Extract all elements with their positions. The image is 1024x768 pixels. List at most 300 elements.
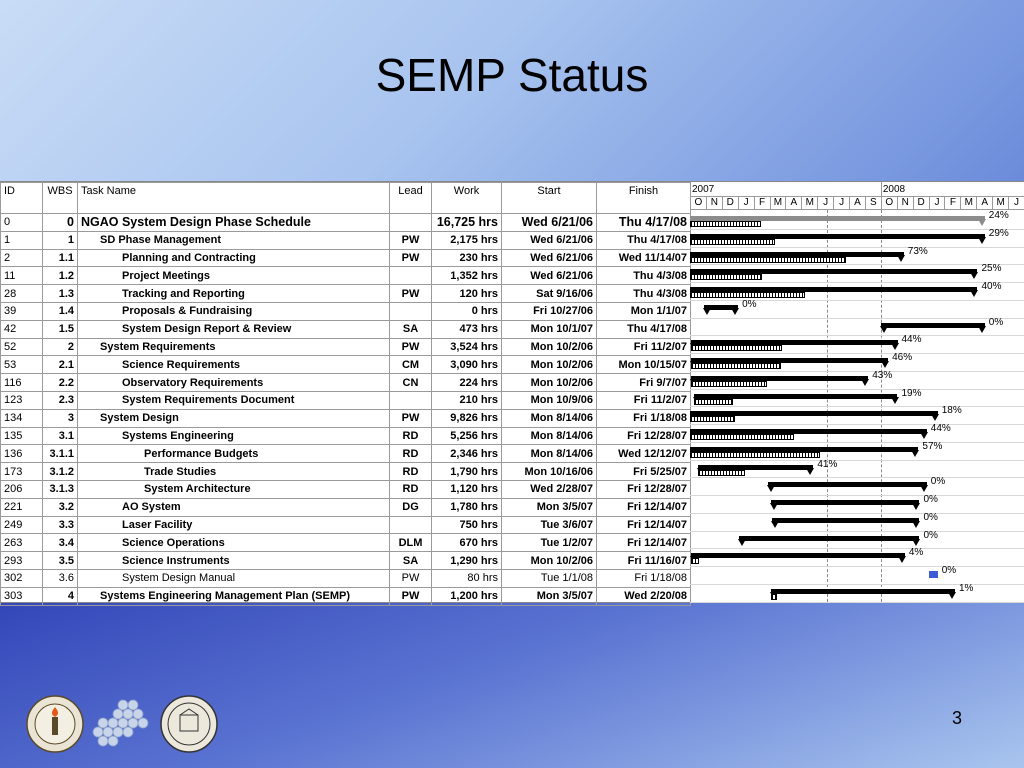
table-row[interactable] xyxy=(1,374,691,392)
lead-cell: SA xyxy=(390,320,432,338)
gantt-bar-end-cap xyxy=(912,539,920,546)
uc-seal-icon xyxy=(160,695,218,753)
work-cell: 2,175 hrs xyxy=(432,231,502,249)
start-date-cell: Tue 1/1/08 xyxy=(502,569,597,587)
task-id-cell: 263 xyxy=(1,534,43,552)
work-cell: 3,090 hrs xyxy=(432,356,502,374)
gantt-percent-label: 0% xyxy=(923,511,938,523)
hexagon-mirror-icon xyxy=(88,695,158,753)
work-cell: 120 hrs xyxy=(432,285,502,303)
gantt-bar-start-cap xyxy=(703,308,711,315)
task-name-cell: Proposals & Fundraising xyxy=(78,302,390,320)
table-row[interactable] xyxy=(1,552,691,570)
wbs-cell: 2.3 xyxy=(43,391,78,409)
gantt-year-label: 2008 xyxy=(882,184,906,195)
lead-cell: RD xyxy=(390,480,432,498)
gantt-percent-label: 57% xyxy=(922,440,943,452)
gantt-percent-label: 44% xyxy=(901,334,922,346)
table-row[interactable] xyxy=(1,338,691,356)
wbs-cell: 2 xyxy=(43,338,78,356)
finish-date-cell: Thu 4/17/08 xyxy=(597,214,691,232)
gantt-month-label: D xyxy=(913,196,929,210)
finish-date-cell: Thu 4/3/08 xyxy=(597,285,691,303)
table-row[interactable] xyxy=(1,267,691,285)
work-cell: 473 hrs xyxy=(432,320,502,338)
table-row[interactable] xyxy=(1,285,691,303)
header-lead[interactable]: Lead xyxy=(390,183,432,214)
task-name-cell: System Design Report & Review xyxy=(78,320,390,338)
finish-date-cell: Mon 10/15/07 xyxy=(597,356,691,374)
work-cell: 3,524 hrs xyxy=(432,338,502,356)
task-id-cell: 28 xyxy=(1,285,43,303)
start-date-cell: Wed 6/21/06 xyxy=(502,231,597,249)
finish-date-cell: Fri 11/16/07 xyxy=(597,552,691,570)
task-name-cell: Science Requirements xyxy=(78,356,390,374)
task-id-cell: 134 xyxy=(1,409,43,427)
gantt-bar-end-cap xyxy=(920,485,928,492)
gantt-bar-start-cap xyxy=(770,503,778,510)
gantt-progress-bar xyxy=(771,594,777,600)
gantt-bar[interactable] xyxy=(771,500,919,505)
gantt-percent-label: 0% xyxy=(742,298,757,310)
finish-date-cell: Fri 11/2/07 xyxy=(597,391,691,409)
table-row[interactable] xyxy=(1,516,691,534)
lead-cell: DG xyxy=(390,498,432,516)
gantt-percent-label: 25% xyxy=(981,263,1002,275)
start-date-cell: Mon 10/16/06 xyxy=(502,463,597,481)
gantt-row-separator xyxy=(690,495,1024,496)
task-name-cell: Tracking and Reporting xyxy=(78,285,390,303)
gantt-row-separator xyxy=(690,389,1024,390)
gantt-row-separator xyxy=(690,353,1024,354)
task-id-cell: 42 xyxy=(1,320,43,338)
work-cell: 210 hrs xyxy=(432,391,502,409)
wbs-cell: 0 xyxy=(43,214,78,232)
caltech-seal-icon xyxy=(26,695,84,753)
gantt-month-label: O xyxy=(690,196,706,210)
gantt-bar-end-cap xyxy=(911,450,919,457)
gantt-month-label: A xyxy=(849,196,865,210)
task-table-body xyxy=(1,214,691,606)
gantt-bar-start-cap xyxy=(767,485,775,492)
work-cell: 1,200 hrs xyxy=(432,587,502,605)
task-id-cell: 2 xyxy=(1,249,43,267)
gantt-month-label: F xyxy=(944,196,960,210)
gantt-row-separator xyxy=(690,282,1024,283)
lead-cell: PW xyxy=(390,285,432,303)
gantt-bar-end-cap xyxy=(898,556,906,563)
gantt-bar[interactable] xyxy=(691,553,905,558)
table-row[interactable] xyxy=(1,356,691,374)
lead-cell: SA xyxy=(390,552,432,570)
wbs-cell: 1.5 xyxy=(43,320,78,338)
gantt-row-separator xyxy=(690,335,1024,336)
task-id-cell: 173 xyxy=(1,463,43,481)
task-id-cell: 221 xyxy=(1,498,43,516)
work-cell: 1,790 hrs xyxy=(432,463,502,481)
finish-date-cell: Fri 5/25/07 xyxy=(597,463,691,481)
gantt-percent-label: 0% xyxy=(923,529,938,541)
task-id-cell: 293 xyxy=(1,552,43,570)
gantt-bar[interactable] xyxy=(739,536,920,541)
work-cell: 5,256 hrs xyxy=(432,427,502,445)
task-name-cell: SD Phase Management xyxy=(78,231,390,249)
lead-cell xyxy=(390,516,432,534)
work-cell: 9,826 hrs xyxy=(432,409,502,427)
finish-date-cell: Thu 4/3/08 xyxy=(597,267,691,285)
lead-cell: PW xyxy=(390,587,432,605)
task-id-cell: 52 xyxy=(1,338,43,356)
slide-title: SEMP Status xyxy=(375,49,649,101)
gantt-month-label: M xyxy=(960,196,976,210)
lead-cell xyxy=(390,267,432,285)
finish-date-cell: Fri 1/18/08 xyxy=(597,569,691,587)
wbs-cell: 1.4 xyxy=(43,302,78,320)
wbs-cell: 3.1.3 xyxy=(43,480,78,498)
task-id-cell: 123 xyxy=(1,391,43,409)
gantt-percent-label: 0% xyxy=(923,494,938,505)
gantt-progress-bar xyxy=(691,381,767,387)
table-row[interactable] xyxy=(1,587,691,605)
gantt-row-separator xyxy=(690,477,1024,478)
task-id-cell: 302 xyxy=(1,569,43,587)
header-work[interactable]: Work xyxy=(432,183,502,214)
work-cell: 80 hrs xyxy=(432,569,502,587)
task-id-cell: 303 xyxy=(1,587,43,605)
gantt-bar[interactable] xyxy=(772,518,920,523)
gantt-percent-label: 0% xyxy=(941,565,957,576)
finish-date-cell: Fri 12/14/07 xyxy=(597,534,691,552)
table-row[interactable] xyxy=(1,498,691,516)
gantt-month-label: N xyxy=(706,196,722,210)
lead-cell: RD xyxy=(390,445,432,463)
work-cell: 230 hrs xyxy=(432,249,502,267)
gantt-month-label: A xyxy=(976,196,992,210)
gantt-bar[interactable] xyxy=(768,482,926,487)
table-row[interactable] xyxy=(1,409,691,427)
start-date-cell: Mon 10/9/06 xyxy=(502,391,597,409)
lead-cell: DLM xyxy=(390,534,432,552)
lead-cell xyxy=(390,214,432,232)
gantt-month-label: A xyxy=(785,196,801,210)
lead-cell xyxy=(390,302,432,320)
header-finish[interactable]: Finish xyxy=(597,183,691,214)
gantt-bar-end-cap xyxy=(978,219,986,226)
wbs-cell: 3.3 xyxy=(43,516,78,534)
task-id-cell: 53 xyxy=(1,356,43,374)
gantt-percent-label: 44% xyxy=(930,423,951,434)
gantt-row-separator xyxy=(690,531,1024,532)
gantt-progress-bar xyxy=(690,416,735,422)
table-row[interactable] xyxy=(1,534,691,552)
wbs-cell: 1.2 xyxy=(43,267,78,285)
start-date-cell: Mon 10/2/06 xyxy=(502,374,597,392)
gantt-month-label: N xyxy=(897,196,913,210)
wbs-cell: 1 xyxy=(43,231,78,249)
start-date-cell: Mon 10/2/06 xyxy=(502,338,597,356)
gantt-bar-start-cap xyxy=(738,539,746,546)
wbs-cell: 2.1 xyxy=(43,356,78,374)
start-date-cell: Tue 1/2/07 xyxy=(502,534,597,552)
start-date-cell: Tue 3/6/07 xyxy=(502,516,597,534)
gantt-progress-bar xyxy=(691,558,700,564)
start-date-cell: Mon 10/2/06 xyxy=(502,356,597,374)
table-row[interactable] xyxy=(1,569,691,587)
work-cell: 750 hrs xyxy=(432,516,502,534)
wbs-cell: 3.6 xyxy=(43,569,78,587)
gantt-chart xyxy=(690,182,1024,602)
gantt-percent-label: 29% xyxy=(988,227,1009,239)
gantt-row-separator xyxy=(690,300,1024,301)
task-name-cell: System Architecture xyxy=(78,480,390,498)
task-name-cell: AO System xyxy=(78,498,390,516)
gantt-row-separator xyxy=(690,602,1024,603)
start-date-cell: Mon 10/2/06 xyxy=(502,552,597,570)
gantt-percent-label: 0% xyxy=(988,316,1004,328)
gantt-bar-end-cap xyxy=(978,326,986,333)
task-table xyxy=(0,182,691,606)
gantt-progress-bar xyxy=(690,221,761,227)
start-date-cell: Wed 6/21/06 xyxy=(502,267,597,285)
gantt-percent-label: 24% xyxy=(988,210,1009,221)
gantt-month-label: M xyxy=(770,196,786,210)
task-id-cell: 116 xyxy=(1,374,43,392)
gantt-bar-start-cap xyxy=(880,326,888,333)
lead-cell: RD xyxy=(390,463,432,481)
start-date-cell: Fri 10/27/06 xyxy=(502,302,597,320)
finish-date-cell: Thu 4/17/08 xyxy=(597,231,691,249)
lead-cell: PW xyxy=(390,249,432,267)
task-id-cell: 11 xyxy=(1,267,43,285)
gantt-percent-label: 46% xyxy=(892,352,913,363)
task-name-cell: Systems Engineering xyxy=(78,427,390,445)
gantt-row-separator xyxy=(690,247,1024,248)
gantt-bar-end-cap xyxy=(731,308,739,315)
gantt-row-separator xyxy=(690,513,1024,514)
gantt-percent-label: 40% xyxy=(981,281,1002,292)
wbs-cell: 4 xyxy=(43,587,78,605)
task-name-cell: Project Meetings xyxy=(78,267,390,285)
work-cell: 224 hrs xyxy=(432,374,502,392)
task-name-cell: Science Instruments xyxy=(78,552,390,570)
work-cell: 1,780 hrs xyxy=(432,498,502,516)
task-id-cell: 136 xyxy=(1,445,43,463)
finish-date-cell: Fri 1/18/08 xyxy=(597,409,691,427)
gantt-bar[interactable] xyxy=(771,589,955,594)
gantt-bar-end-cap xyxy=(912,503,920,510)
wbs-cell: 3.2 xyxy=(43,498,78,516)
wbs-cell: 1.3 xyxy=(43,285,78,303)
gantt-table-panel xyxy=(0,181,1024,603)
work-cell: 1,290 hrs xyxy=(432,552,502,570)
start-date-cell: Mon 3/5/07 xyxy=(502,498,597,516)
lead-cell: CN xyxy=(390,374,432,392)
table-row[interactable] xyxy=(1,463,691,481)
task-id-cell: 39 xyxy=(1,302,43,320)
start-date-cell: Wed 6/21/06 xyxy=(502,249,597,267)
gantt-percent-label: 4% xyxy=(908,547,924,559)
gantt-bar-end-cap xyxy=(806,468,814,475)
work-cell: 0 hrs xyxy=(432,302,502,320)
gantt-year-label: 2007 xyxy=(692,184,715,195)
gantt-progress-bar xyxy=(690,434,794,440)
task-name-cell: Performance Budgets xyxy=(78,445,390,463)
gantt-percent-label: 0% xyxy=(930,476,946,488)
finish-date-cell: Mon 1/1/07 xyxy=(597,302,691,320)
gantt-bar-start-cap xyxy=(771,521,779,528)
task-id-cell: 135 xyxy=(1,427,43,445)
gantt-row-separator xyxy=(690,566,1024,567)
wbs-cell: 3.1 xyxy=(43,427,78,445)
finish-date-cell: Fri 12/14/07 xyxy=(597,498,691,516)
task-name-cell: Observatory Requirements xyxy=(78,374,390,392)
work-cell: 16,725 hrs xyxy=(432,214,502,232)
task-name-cell: System Requirements xyxy=(78,338,390,356)
wbs-cell: 1.1 xyxy=(43,249,78,267)
gantt-progress-bar xyxy=(690,239,775,245)
gantt-progress-bar xyxy=(690,274,762,280)
finish-date-cell: Fri 11/2/07 xyxy=(597,338,691,356)
task-id-cell: 0 xyxy=(1,214,43,232)
task-id-cell: 1 xyxy=(1,231,43,249)
gantt-row-separator xyxy=(690,264,1024,265)
gantt-percent-label: 19% xyxy=(901,387,922,399)
start-date-cell: Mon 8/14/06 xyxy=(502,409,597,427)
gantt-row-separator xyxy=(690,460,1024,461)
finish-date-cell: Wed 12/12/07 xyxy=(597,445,691,463)
task-name-cell: Planning and Contracting xyxy=(78,249,390,267)
start-date-cell: Mon 10/1/07 xyxy=(502,320,597,338)
finish-date-cell: Fri 12/28/07 xyxy=(597,480,691,498)
wbs-cell: 2.2 xyxy=(43,374,78,392)
wbs-cell: 3.1.1 xyxy=(43,445,78,463)
work-cell: 2,346 hrs xyxy=(432,445,502,463)
header-task-name[interactable]: Task Name xyxy=(78,183,390,214)
finish-date-cell: Wed 2/20/08 xyxy=(597,587,691,605)
finish-date-cell: Fri 12/28/07 xyxy=(597,427,691,445)
task-id-cell: 206 xyxy=(1,480,43,498)
page-number: 3 xyxy=(951,708,962,728)
lead-cell: PW xyxy=(390,409,432,427)
gantt-month-label: J xyxy=(833,196,849,210)
gantt-bar-end-cap xyxy=(920,432,928,439)
table-row[interactable] xyxy=(1,214,691,232)
gantt-month-label: J xyxy=(929,196,945,210)
table-row[interactable] xyxy=(1,445,691,463)
start-date-cell: Wed 2/28/07 xyxy=(502,480,597,498)
task-name-cell: Trade Studies xyxy=(78,463,390,481)
table-row[interactable] xyxy=(1,231,691,249)
gantt-row-separator xyxy=(690,584,1024,585)
gantt-bar-end-cap xyxy=(912,521,920,528)
gantt-month-label: J xyxy=(738,196,754,210)
gantt-progress-bar xyxy=(690,452,820,458)
gantt-bar-end-cap xyxy=(891,397,899,404)
work-cell: 1,352 hrs xyxy=(432,267,502,285)
gantt-percent-label: 18% xyxy=(941,405,962,417)
table-row[interactable] xyxy=(1,480,691,498)
start-date-cell: Mon 3/5/07 xyxy=(502,587,597,605)
gantt-month-label: S xyxy=(865,196,881,210)
gantt-percent-label: 43% xyxy=(872,369,893,381)
header-start[interactable]: Start xyxy=(502,183,597,214)
finish-date-cell: Fri 9/7/07 xyxy=(597,374,691,392)
header-id[interactable]: ID xyxy=(1,183,43,214)
gantt-year-divider xyxy=(881,182,882,196)
gantt-progress-bar xyxy=(698,470,745,476)
task-name-cell: System Design Manual xyxy=(78,569,390,587)
lead-cell: PW xyxy=(390,338,432,356)
gantt-bar-end-cap xyxy=(970,272,978,279)
gantt-bar-end-cap xyxy=(861,379,869,386)
wbs-cell: 3 xyxy=(43,409,78,427)
lead-cell: PW xyxy=(390,569,432,587)
gantt-percent-label: 1% xyxy=(959,582,974,594)
gantt-bar-end-cap xyxy=(948,592,956,599)
gantt-bar-end-cap xyxy=(978,237,986,244)
task-name-cell: Systems Engineering Management Plan (SEMP) xyxy=(78,587,390,605)
table-row[interactable] xyxy=(1,302,691,320)
finish-date-cell: Wed 11/14/07 xyxy=(597,249,691,267)
gantt-month-label: J xyxy=(817,196,833,210)
gantt-progress-bar xyxy=(690,257,846,263)
lead-cell: CM xyxy=(390,356,432,374)
task-id-cell: 249 xyxy=(1,516,43,534)
table-row[interactable] xyxy=(1,391,691,409)
gantt-bar[interactable] xyxy=(929,571,938,578)
gantt-row-separator xyxy=(690,371,1024,372)
wbs-cell: 3.4 xyxy=(43,534,78,552)
gantt-bar-end-cap xyxy=(931,414,939,421)
work-cell: 1,120 hrs xyxy=(432,480,502,498)
finish-date-cell: Fri 12/14/07 xyxy=(597,516,691,534)
work-cell: 670 hrs xyxy=(432,534,502,552)
gantt-bar[interactable] xyxy=(881,323,985,328)
task-name-cell: Laser Facility xyxy=(78,516,390,534)
gantt-month-label: M xyxy=(992,196,1008,210)
table-row[interactable] xyxy=(1,320,691,338)
gantt-progress-bar xyxy=(694,399,733,405)
gantt-month-label: O xyxy=(881,196,897,210)
gantt-month-label: J xyxy=(1008,196,1024,210)
start-date-cell: Sat 9/16/06 xyxy=(502,285,597,303)
start-date-cell: Wed 6/21/06 xyxy=(502,214,597,232)
gantt-row-separator xyxy=(690,406,1024,407)
task-name-cell: System Requirements Document xyxy=(78,391,390,409)
start-date-cell: Mon 8/14/06 xyxy=(502,445,597,463)
gantt-row-separator xyxy=(690,548,1024,549)
gantt-bar-end-cap xyxy=(881,361,889,368)
gantt-bar-end-cap xyxy=(970,290,978,297)
wbs-cell: 3.5 xyxy=(43,552,78,570)
gantt-row-separator xyxy=(690,229,1024,230)
gantt-progress-bar xyxy=(691,345,782,351)
gantt-progress-bar xyxy=(691,363,782,369)
gantt-row-separator xyxy=(690,442,1024,443)
table-row[interactable] xyxy=(1,427,691,445)
gantt-month-label: F xyxy=(754,196,770,210)
gantt-row-separator xyxy=(690,318,1024,319)
start-date-cell: Mon 8/14/06 xyxy=(502,427,597,445)
gantt-month-label: M xyxy=(801,196,817,210)
task-name-cell: Science Operations xyxy=(78,534,390,552)
task-name-cell: NGAO System Design Phase Schedule xyxy=(78,214,390,232)
header-wbs[interactable]: WBS xyxy=(43,183,78,214)
gantt-percent-label: 41% xyxy=(817,458,838,470)
lead-cell: PW xyxy=(390,231,432,249)
gantt-month-label: D xyxy=(722,196,738,210)
table-row[interactable] xyxy=(1,249,691,267)
